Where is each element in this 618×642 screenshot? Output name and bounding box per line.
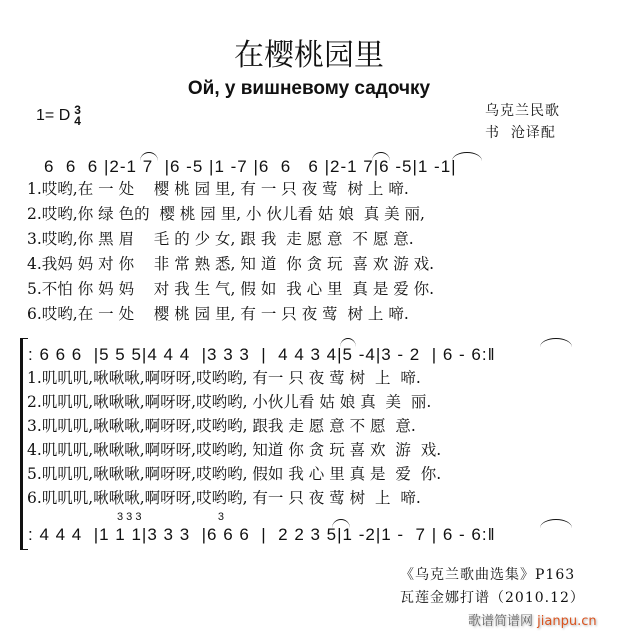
chorus-lyric-3: 3.叽叽叽,啾啾啾,啊呀呀,哎哟哟, 跟我 走 愿 意 不 愿 意. (27, 417, 416, 435)
verse-lyric-5: 5.不怕 你 妈 妈 对 我 生 气, 假 如 我 心 里 真 是 爱 你. (27, 280, 435, 298)
key-signature (36, 104, 81, 128)
verse-lyric-1: 1.哎哟,在 一 处 樱 桃 园 里, 有 一 只 夜 莺 树 上 啼. (27, 180, 409, 198)
chorus-lyric-6: 6.叽叽叽,啾啾啾,啊呀呀,哎哟哟, 有一 只 夜 莺 树 上 啼. (27, 489, 421, 507)
verse-lyric-4: 4.我妈 妈 对 你 非 常 熟 悉, 知 道 你 贪 玩 喜 欢 游 戏. (27, 255, 435, 273)
chorus-notes-harmony: 3 3 3 3 (117, 511, 224, 523)
credit-translator: 书 沧译配 (485, 125, 556, 141)
time-top: 3 (74, 102, 81, 117)
tie (452, 152, 482, 161)
credit-origin: 乌克兰民歌 (485, 103, 560, 119)
watermark (468, 614, 597, 630)
time-bottom: 4 (74, 113, 81, 128)
source-note: 《乌克兰歌曲选集》P163 (400, 567, 576, 583)
slur (140, 152, 158, 161)
watermark-domain: jianpu.cn (537, 614, 597, 629)
song-subtitle: Ой, у вишневому садочку (187, 78, 431, 99)
song-title: 在樱桃园里 (234, 38, 384, 73)
transcriber-note: 瓦莲金娜打谱（2010.12） (400, 590, 585, 606)
verse-notes: 6 6 6 |2-1 7 |6 -5 |1 -7 |6 6 6 |2-1 7|6 -5|1 -1| (44, 157, 457, 176)
verse-lyric-2: 2.哎哟,你 绿 色的 樱 桃 园 里, 小 伙儿看 姑 娘 真 美 丽, (27, 205, 425, 223)
verse-lyric-6: 6.哎哟,在 一 处 樱 桃 园 里, 有 一 只 夜 莺 树 上 啼. (27, 305, 409, 323)
slur (372, 152, 390, 161)
chorus-notes-top: : 6 6 6 |5 5 5|4 4 4 |3 3 3 | 4 4 3 4|5 -4|3 - 2 | 6 - 6:‖ (28, 345, 496, 364)
key-label: 1= D (36, 107, 71, 124)
tie (540, 338, 572, 347)
watermark-text: 歌谱简谱网 (468, 614, 534, 629)
chorus-lyric-2: 2.叽叽叽,啾啾啾,啊呀呀,哎哟哟, 小伙儿看 姑 娘 真 美 丽. (27, 393, 432, 411)
slur (340, 338, 356, 347)
chorus-lyric-1: 1.叽叽叽,啾啾啾,啊呀呀,哎哟哟, 有一 只 夜 莺 树 上 啼. (27, 369, 421, 387)
verse-lyric-3: 3.哎哟,你 黑 眉 毛 的 少 女, 跟 我 走 愿 意 不 愿 意. (27, 230, 414, 248)
tie (540, 519, 572, 528)
chorus-lyric-4: 4.叽叽叽,啾啾啾,啊呀呀,哎哟哟, 知道 你 贪 玩 喜 欢 游 戏. (27, 441, 442, 459)
slur (332, 519, 350, 528)
time-signature (74, 102, 81, 128)
chorus-notes-bottom: : 4 4 4 |1 1 1|3 3 3 |6 6 6 | 2 2 3 5|1 -2|1 - 7 | 6 - 6:‖ (28, 525, 496, 544)
chorus-lyric-5: 5.叽叽叽,啾啾啾,啊呀呀,哎哟哟, 假如 我 心 里 真 是 爱 你. (27, 465, 442, 483)
